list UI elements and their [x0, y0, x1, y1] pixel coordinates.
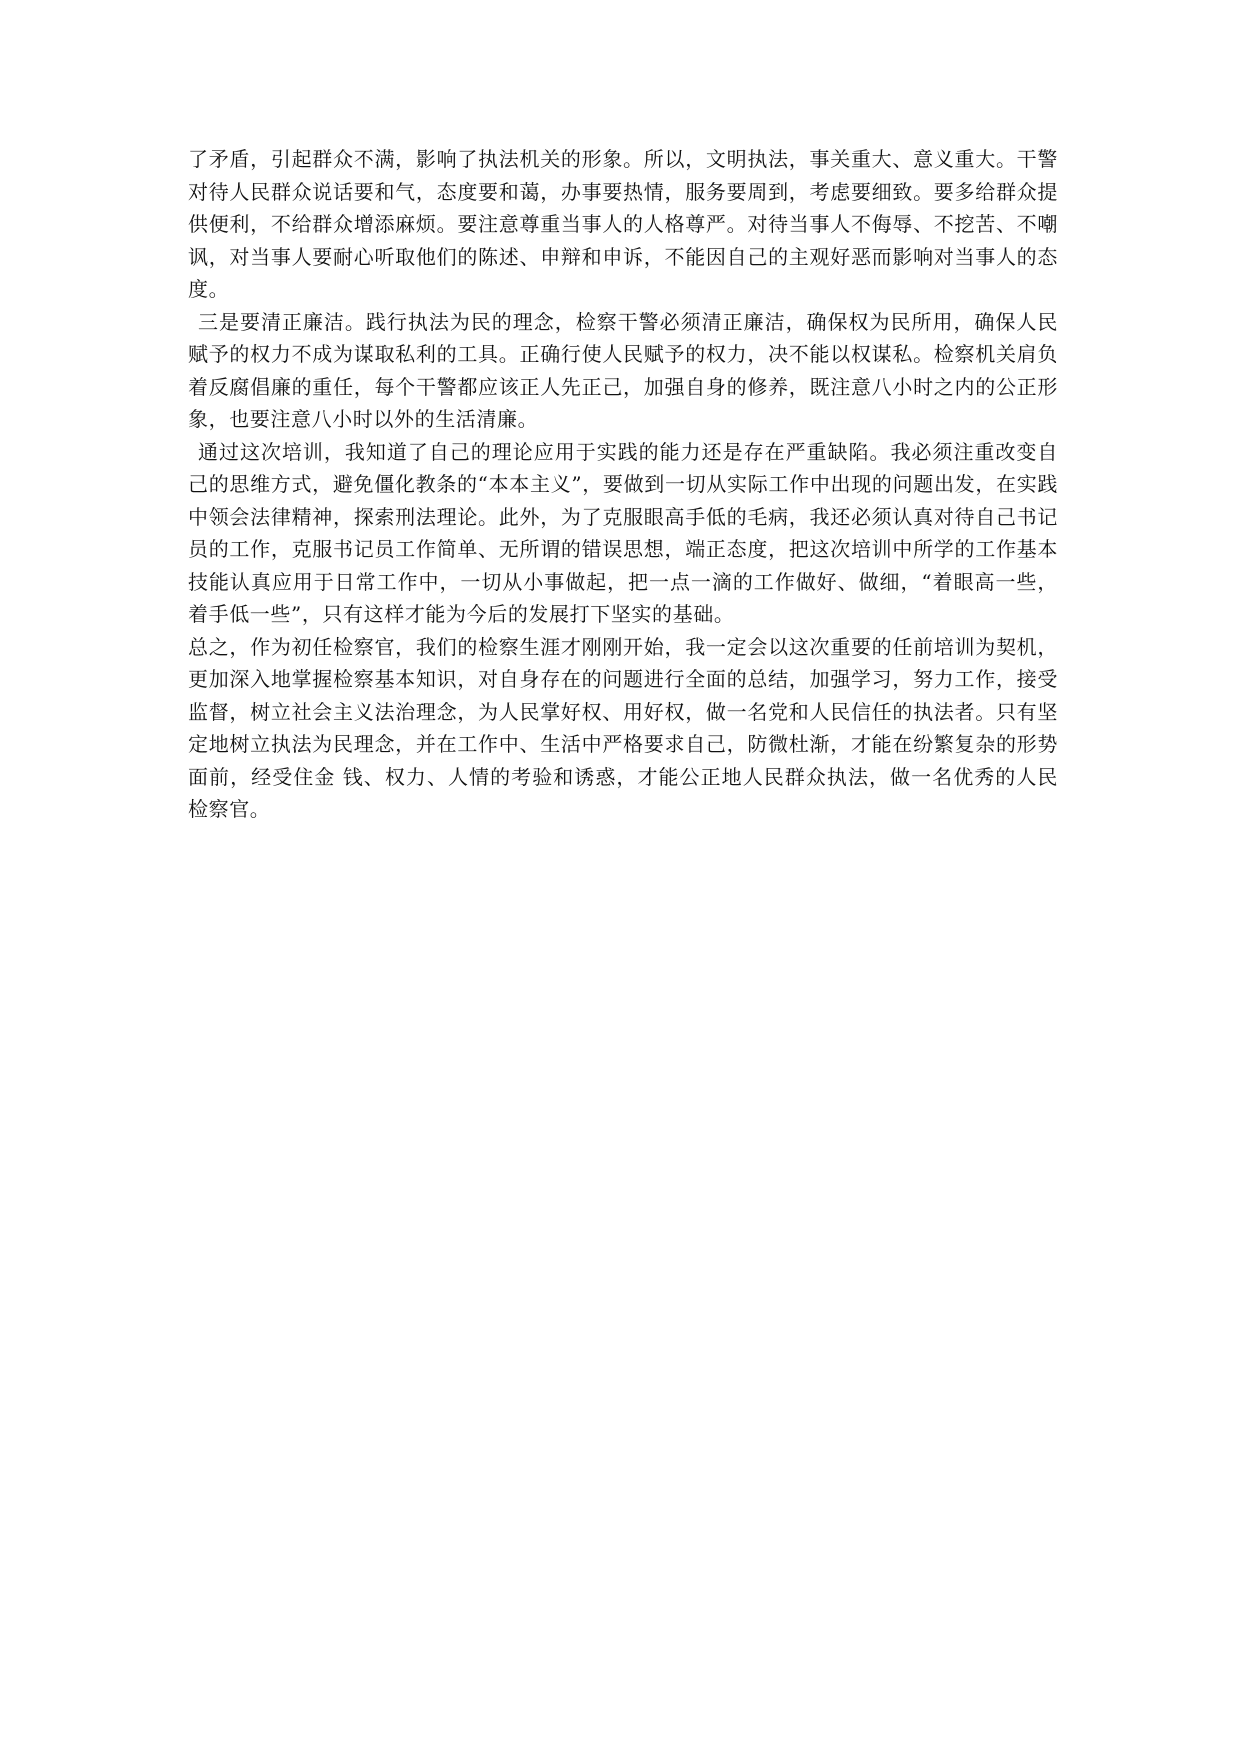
paragraph-civil-enforcement: 了矛盾，引起群众不满，影响了执法机关的形象。所以，文明执法，事关重大、意义重大。干警对待人民群众说话要和气，态度要和蔼，办事要热情，服务要周到，考虑要细致。要多给群众提供便利，不给群众增添麻烦。要注意尊重当事人的人格尊严。对待当事人不侮辱、不挖苦、不嘲讽，对当事人要耐心听取他们的陈述、申辩和申诉，不能因自己的主观好恶而影响对当事人的态度。	[188, 147, 1058, 301]
document-body	[188, 143, 1058, 826]
paragraph-conclusion: 总之，作为初任检察官，我们的检察生涯才刚刚开始，我一定会以这次重要的任前培训为契机，更加深入地掌握检察基本知识，对自身存在的问题进行全面的总结，加强学习，努力工作，接受监督，树立社会主义法治理念，为人民掌好权、用好权，做一名党和人民信任的执法者。只有坚定地树立执法为民理念，并在工作中、生活中严格要求自己，防微杜渐，才能在纷繁复杂的形势面前，经受住金 钱、权力、人情的考验和诱惑，才能公正地人民群众执法，做一名优秀的人民检察官。	[188, 634, 1058, 821]
paragraph-training-reflection: 通过这次培训，我知道了自己的理论应用于实践的能力还是存在严重缺陷。我必须注重改变自己的思维方式，避免僵化教条的“本本主义”，要做到一切从实际工作中出现的问题出发，在实践中领会法律精神，探索刑法理论。此外，为了克服眼高手低的毛病，我还必须认真对待自己书记员的工作，克服书记员工作简单、无所谓的错误思想，端正态度，把这次培训中所学的工作基本技能认真应用于日常工作中，一切从小事做起，把一点一滴的工作做好、做细，“着眼高一些，着手低一些”，只有这样才能为今后的发展打下坚实的基础。	[188, 439, 1058, 626]
paragraph-integrity: 三是要清正廉洁。践行执法为民的理念，检察干警必须清正廉洁，确保权为民所用，确保人民赋予的权力不成为谋取私利的工具。正确行使人民赋予的权力，决不能以权谋私。检察机关肩负着反腐倡廉的重任，每个干警都应该正人先正己，加强自身的修养，既注意八小时之内的公正形象，也要注意八小时以外的生活清廉。	[188, 309, 1058, 431]
